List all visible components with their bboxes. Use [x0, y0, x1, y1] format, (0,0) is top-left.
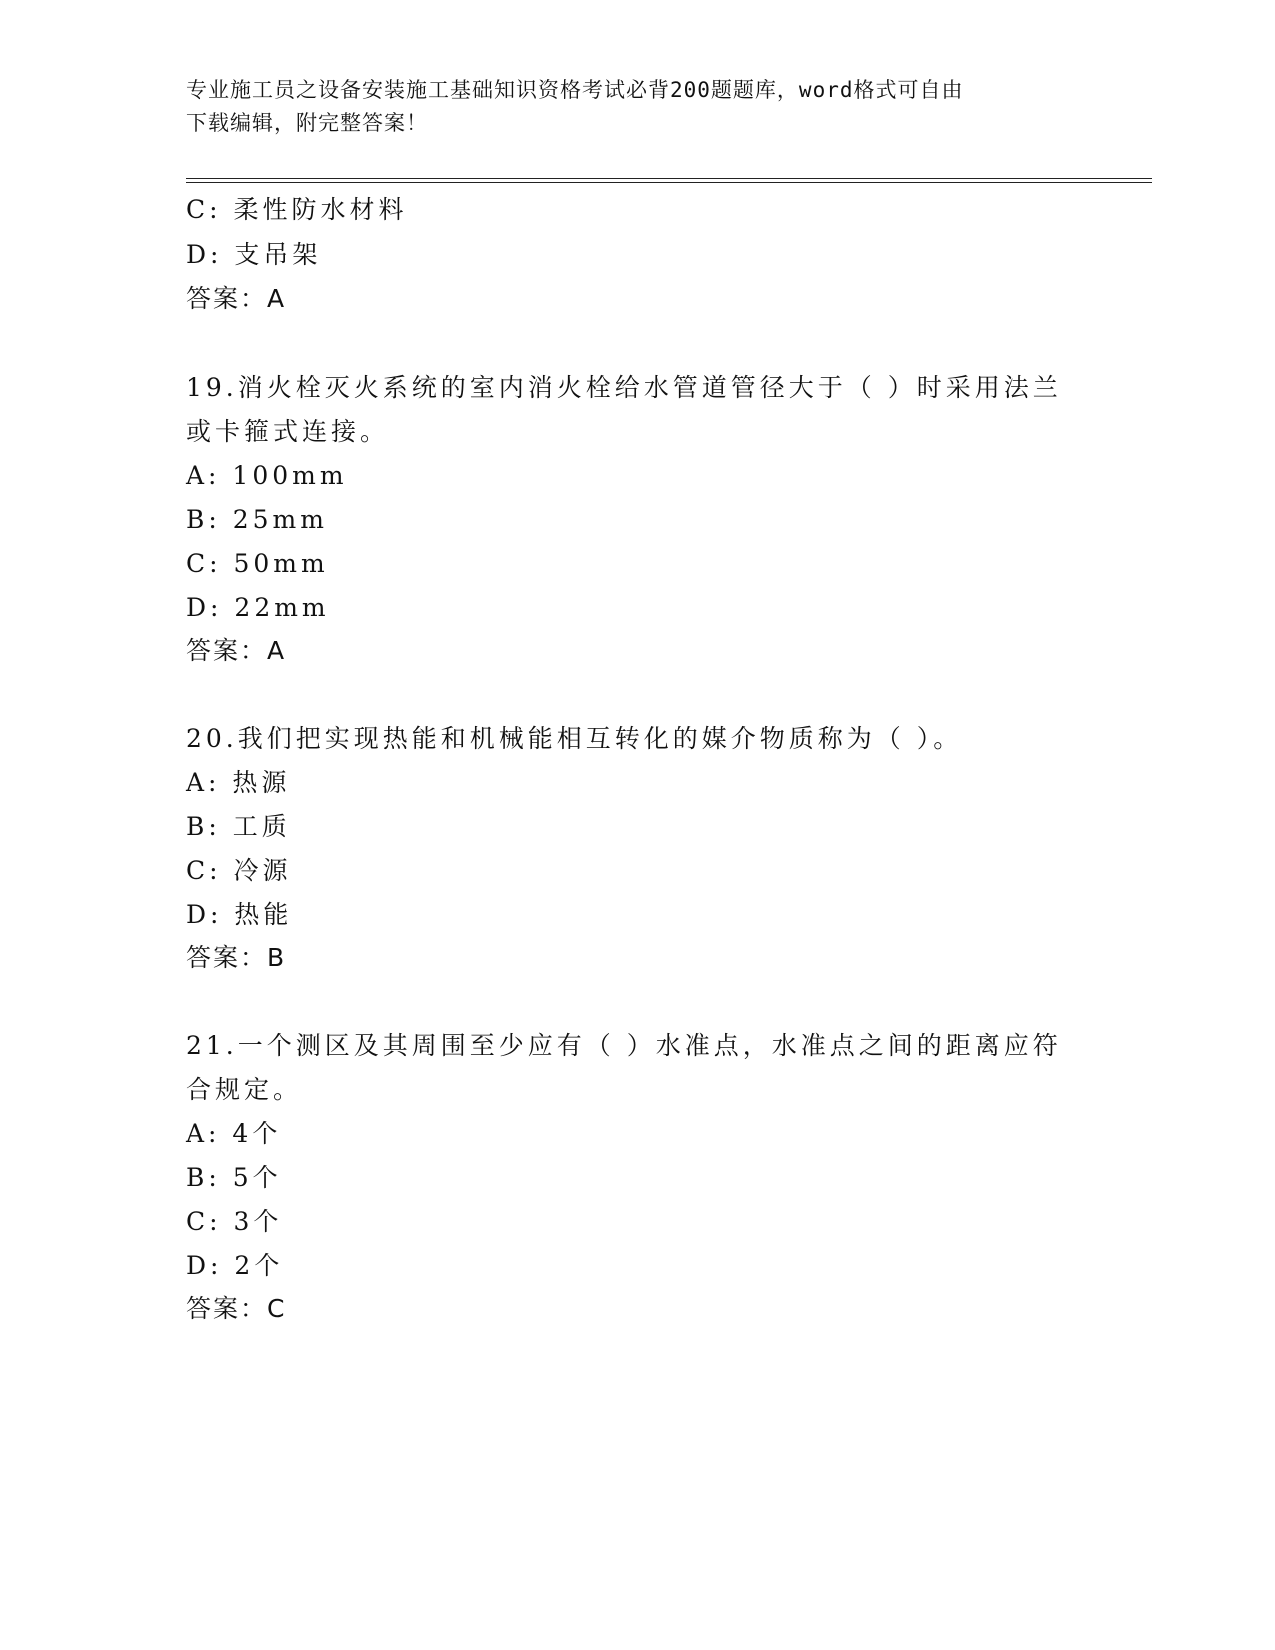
header-line-2: 下载编辑，附完整答案！ — [186, 111, 428, 135]
q21-stem-line-2: 合规定。 — [186, 1075, 303, 1104]
q19-stem-line-2: 或卡箍式连接。 — [186, 417, 390, 446]
q19-option-d: D: 22mm — [186, 593, 330, 622]
prev-answer: 答案：A — [186, 284, 287, 313]
q19-option-b: B: 25mm — [186, 505, 328, 534]
q21-option-c: C: 3个 — [186, 1207, 283, 1236]
q21-option-a: A: 4个 — [186, 1119, 282, 1148]
q19-stem-line-1: 19.消火栓灭火系统的室内消火栓给水管道管径大于（ ）时采用法兰 — [186, 373, 1062, 402]
q20-option-a: A: 热源 — [186, 768, 291, 797]
q19-option-c: C: 50mm — [186, 549, 329, 578]
header-divider-top — [186, 178, 1152, 179]
q20-stem-line-1: 20.我们把实现热能和机械能相互转化的媒介物质称为（ ）。 — [186, 724, 963, 753]
q21-option-b: B: 5个 — [186, 1163, 282, 1192]
q21-option-d: D: 2个 — [186, 1251, 284, 1280]
header-divider-bottom — [186, 182, 1152, 183]
prev-option-c: C: 柔性防水材料 — [186, 195, 408, 224]
q20-option-d: D: 热能 — [186, 900, 293, 929]
q20-option-b: B: 工质 — [186, 812, 291, 841]
header-line-1: 专业施工员之设备安装施工基础知识资格考试必背200题题库，word格式可自由 — [186, 78, 964, 102]
q19-option-a: A: 100mm — [186, 461, 348, 490]
document-header — [186, 74, 1086, 140]
prev-option-d: D: 支吊架 — [186, 240, 322, 269]
q21-stem-line-1: 21.一个测区及其周围至少应有（ ）水准点，水准点之间的距离应符 — [186, 1031, 1062, 1060]
q19-answer: 答案：A — [186, 636, 287, 665]
q21-answer: 答案：C — [186, 1294, 287, 1323]
q20-option-c: C: 冷源 — [186, 856, 292, 885]
q20-answer: 答案：B — [186, 943, 287, 972]
